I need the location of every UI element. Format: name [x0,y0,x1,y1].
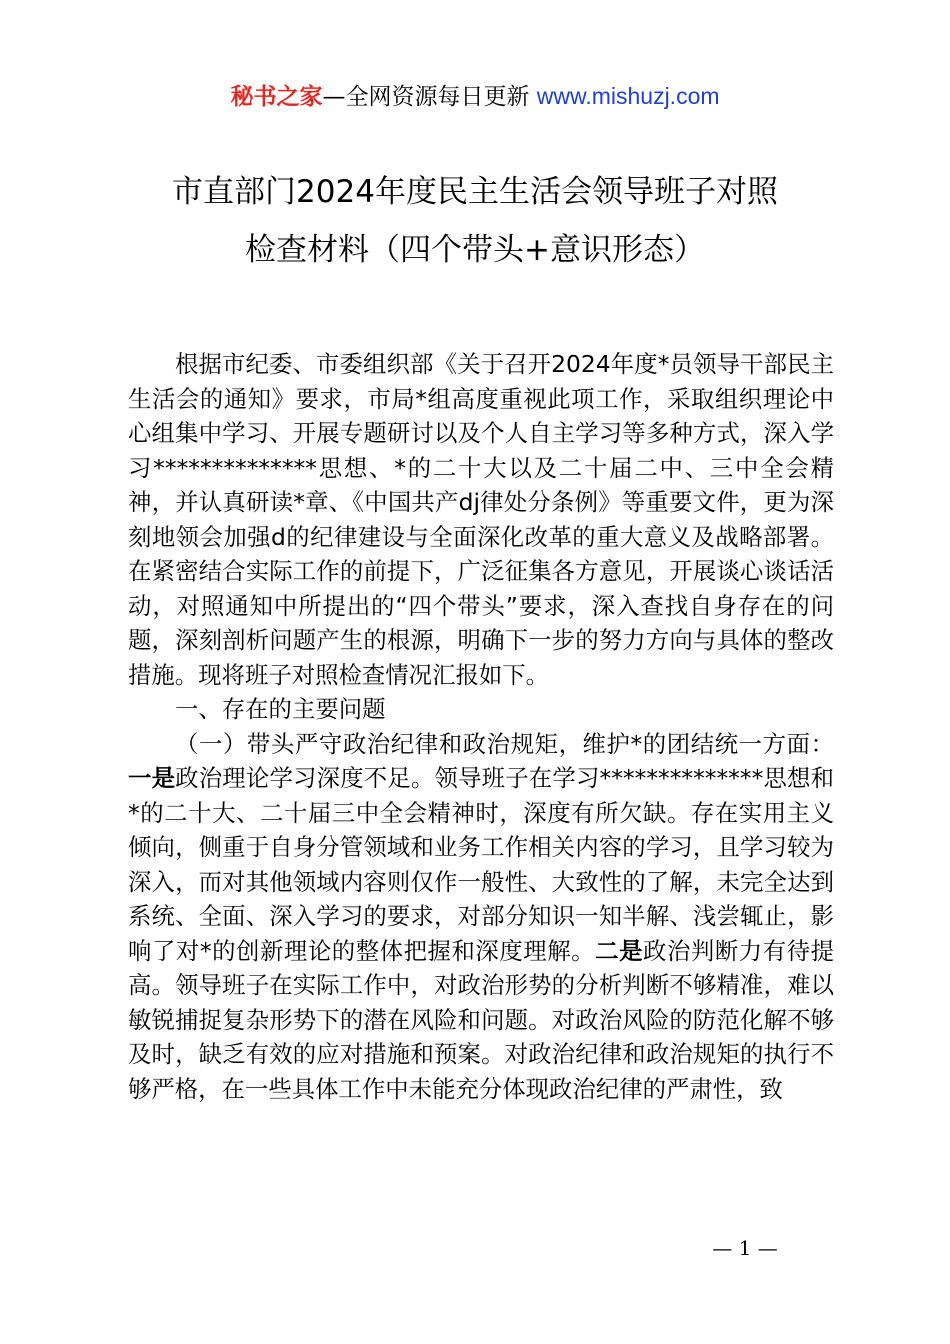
problem-paragraph [128,727,834,1107]
subsection-lead: （一）带头严守政治纪律和政治规矩，维护*的团结统一方面： [175,729,834,758]
title-line-2: 检查材料（四个带头+意识形态） [245,232,705,268]
site-banner [0,80,950,113]
point-2-text: 政治判断力有待提高。领导班子在实际工作中，对政治形势的分析判断不够精准，难以敏锐捕捉复杂形势下的潜在风险和问题。对政治风险的防范化解不够及时，缺乏有效的应对措施和预案。对政治纪律和政治规矩的执行不够严格，在一些具体工作中未能充分体现政治纪律的严肃性，致 [128,936,835,1103]
site-url-link[interactable]: www.mishuzj.com [536,83,720,109]
intro-paragraph: 根据市纪委、市委组织部《关于召开2024年度*员领导干部民主生活会的通知》要求，市局*组高度重视此项工作，采取组织理论中心组集中学习、开展专题研讨以及个人自主学习等多种方式，深入学习**************思想、*的二十大以及二十届二中、三中全会精神，并认真研读*章、《中国共产dj律处分条例》等重要文件，更为深刻地领会加强d的纪律建设与全面深化改革的重大意义及战略部署。在紧密结合实际工作的前提下，广泛征集各方意见，开展谈心谈话活动，对照通知中所提出的“四个带头”要求，深入查找自身存在的问题，深刻剖析问题产生的根源，明确下一步的努力方向与具体的整改措施。现将班子对照检查情况汇报如下。 [128,350,834,689]
document-title [0,163,950,279]
point-2-label: 二是 [595,936,644,965]
brand-name: 秘书之家 [230,84,323,110]
section-heading: 一、存在的主要问题 [175,695,386,723]
page-number: — 1 — [712,1236,778,1260]
title-line-1: 市直部门2024年度民主生活会领导班子对照 [172,174,778,210]
point-1-label: 一是 [128,764,176,792]
banner-tagline: —全网资源每日更新 [322,84,537,110]
document-body [128,347,834,1106]
point-1-text: 政治理论学习深度不足。领导班子在学习**************思想和*的二十大、二十届三中全会精神时，深度有所欠缺。存在实用主义倾向，侧重于自身分管领域和业务工作相关内容的学习，且学习较为深入，而对其他领域内容则仅作一般性、大致性的了解，未完全达到系统、全面、深入学习的要求，对部分知识一知半解、浅尝辄止，影响了对*的创新理论的整体把握和深度理解。 [128,764,835,965]
